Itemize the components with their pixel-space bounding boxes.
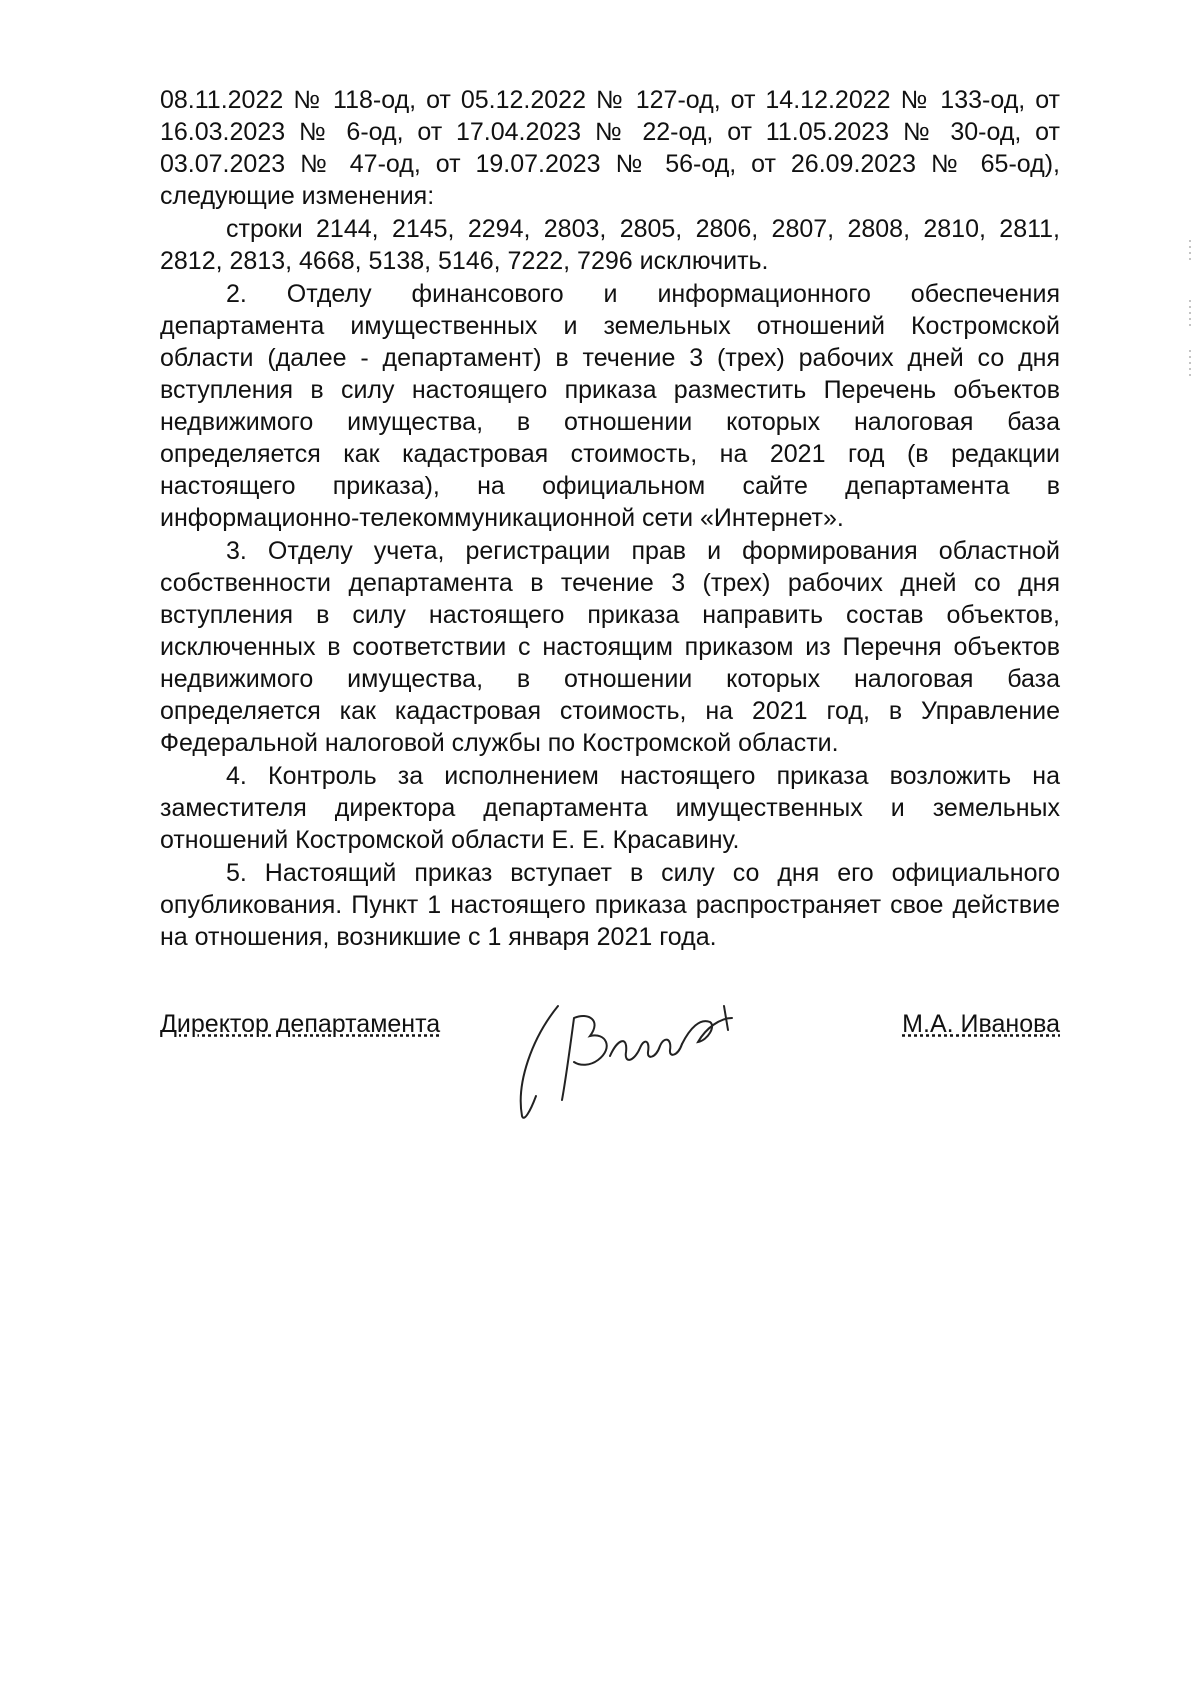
document-body [160, 84, 1060, 954]
clause-3-paragraph: 3. Отделу учета, регистрации прав и формирования областной собственности департамента в течение 3 (трех) рабочих дней со дня вступления в силу настоящего приказа направить состав объектов, исключенных в соответствии с настоящим приказом из Перечня объектов недвижимого имущества, в отношении которых налоговая база определяется как кадастровая стоимость, на 2021 год, в Управление Федеральной налоговой службы по Костромской области. [160, 537, 1060, 757]
excluded-rows-paragraph: строки 2144, 2145, 2294, 2803, 2805, 2806, 2807, 2808, 2810, 2811, 2812, 2813, 4668, 5138, 5146, 7222, 7296 исключить. [160, 215, 1060, 275]
clause-2-paragraph: 2. Отделу финансового и информационного обеспечения департамента имущественных и земельных отношений Костромской области (далее - департамент) в течение 3 (трех) рабочих дней со дня вступления в силу настоящего приказа разместить Перечень объектов недвижимого имущества, в отношении которых налоговая база определяется как кадастровая стоимость, на 2021 год (в редакции настоящего приказа), на официальном сайте департамента в информационно-телекоммуникационной сети «Интернет». [160, 280, 1060, 532]
scan-edge-marks [1188, 240, 1192, 380]
intro-paragraph: 08.11.2022 № 118-од, от 05.12.2022 № 127-од, от 14.12.2022 № 133-од, от 16.03.2023 № 6-од, от 17.04.2023 № 22-од, от 11.05.2023 № 30-од, от 03.07.2023 № 47-од, от 19.07.2023 № 56-од, от 26.09.2023 № 65-од), следующие изменения: [160, 86, 1060, 210]
clause-4-paragraph: 4. Контроль за исполнением настоящего приказа возложить на заместителя директора департамента имущественных и земельных отношений Костромской области Е. Е. Красавину. [160, 762, 1060, 854]
signature-block [160, 1010, 1060, 1130]
signatory-name: М.А. Иванова [902, 1010, 1060, 1038]
signatory-position: Директор департамента [160, 1010, 441, 1038]
handwritten-signature [510, 988, 770, 1128]
clause-5-paragraph: 5. Настоящий приказ вступает в силу со дня его официального опубликования. Пункт 1 настоящего приказа распространяет свое действие на отношения, возникшие с 1 января 2021 года. [160, 859, 1060, 951]
